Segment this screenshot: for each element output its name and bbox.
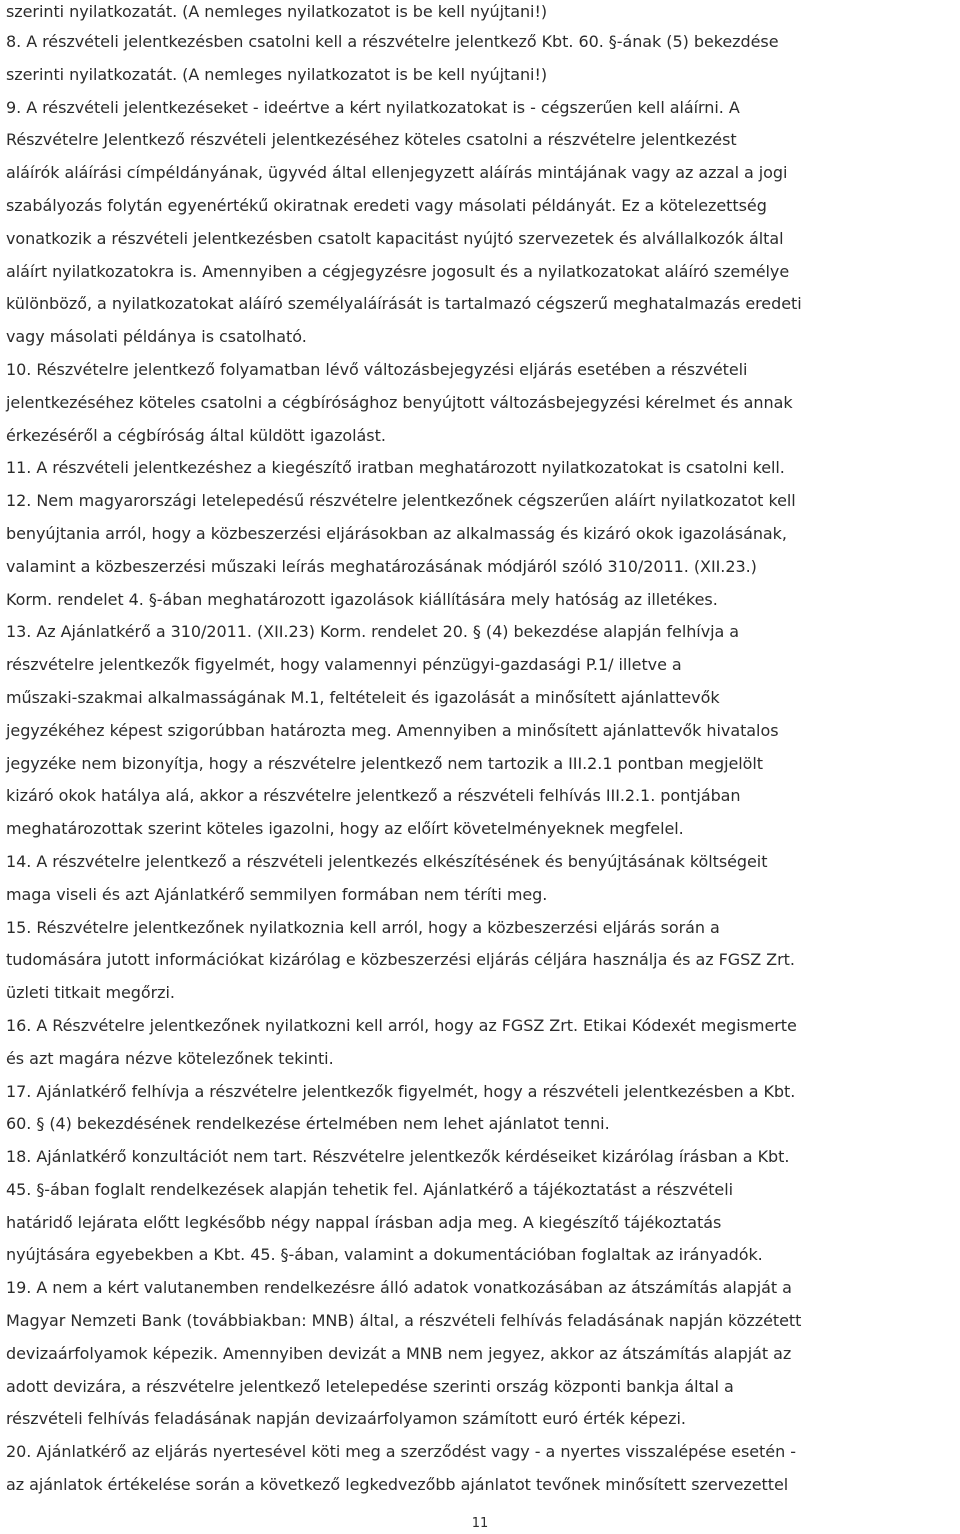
text-line: 45. §-ában foglalt rendelkezések alapján tehetik fel. Ajánlatkérő a tájékoztatást a részvételi [6, 1179, 734, 1199]
text-line: részvételre jelentkezők figyelmét, hogy valamennyi pénzügyi-gazdasági P.1/ illetve a [6, 655, 682, 675]
text-line: 18. Ajánlatkérő konzultációt nem tart. Részvételre jelentkezők kérdéseiket kizárólag írásban a Kbt. [6, 1147, 790, 1167]
text-line: 19. A nem a kért valutanemben rendelkezésre álló adatok vonatkozásában az átszámítás alapját a [6, 1278, 792, 1298]
text-line: vonatkozik a részvételi jelentkezésben csatolt kapacitást nyújtó szervezetek és alvállalkozók által [6, 228, 784, 248]
text-line: 8. A részvételi jelentkezésben csatolni kell a részvételre jelentkező Kbt. 60. §-ának (5) bekezdése [6, 32, 779, 51]
text-line: szabályozás folytán egyenértékű okiratnak eredeti vagy másolati példányát. Ez a kötelezettség [6, 195, 767, 215]
text-line: jegyzékéhez képest szigorúbban határozta meg. Amennyiben a minősített ajánlattevők hivatalos [6, 720, 779, 740]
text-line: 11. A részvételi jelentkezéshez a kiegészítő iratban meghatározott nyilatkozatokat is csatolni kell. [6, 458, 785, 478]
text-line: az ajánlatok értékelése során a következő legkedvezőbb ajánlatot tevőnek minősített szervezettel [6, 1475, 789, 1495]
text-line: 10. Részvételre jelentkező folyamatban lévő változásbejegyzési eljárás esetében a részvételi [6, 359, 748, 379]
text-line: valamint a közbeszerzési műszaki leírás meghatározásának módjáról szóló 310/2011. (XII.23.) [6, 556, 757, 576]
text-line: maga viseli és azt Ajánlatkérő semmilyen formában nem téríti meg. [6, 884, 548, 904]
text-line: 20. Ajánlatkérő az eljárás nyertesével köti meg a szerződést vagy - a nyertes visszalépése esetén - [6, 1442, 796, 1462]
text-line: 60. § (4) bekezdésének rendelkezése értelmében nem lehet ajánlatot tenni. [6, 1114, 610, 1134]
text-line: 14. A részvételre jelentkező a részvételi jelentkezés elkészítésének és benyújtásának költségeit [6, 851, 768, 871]
text-line: vagy másolati példánya is csatolható. [6, 327, 307, 347]
text-line: 9. A részvételi jelentkezéseket - ideértve a kért nyilatkozatokat is - cégszerűen kell aláírni. A [6, 97, 740, 117]
text-line: üzleti titkait megőrzi. [6, 983, 175, 1003]
text-line: különböző, a nyilatkozatokat aláíró személyaláírását is tartalmazó cégszerű meghatalmazás eredeti [6, 294, 802, 314]
text-line: Magyar Nemzeti Bank (továbbiakban: MNB) által, a részvételi felhívás feladásának napján közzétett [6, 1311, 802, 1331]
text-line: tudomására jutott információkat kizárólag e közbeszerzési eljárás céljára használja és az FGSZ Zrt. [6, 950, 795, 970]
text-line: határidő lejárata előtt legkésőbb négy nappal írásban adja meg. A kiegészítő tájékoztatás [6, 1212, 722, 1232]
text-line: 17. Ajánlatkérő felhívja a részvételre jelentkezők figyelmét, hogy a részvételi jelentkezésben a Kbt. [6, 1081, 796, 1101]
text-line: Részvételre Jelentkező részvételi jelentkezéséhez köteles csatolni a részvételre jelentkezést [6, 130, 737, 150]
text-line: részvételi felhívás feladásának napján devizaárfolyamon számított euró érték képezi. [6, 1409, 686, 1429]
text-line: meghatározottak szerint köteles igazolni, hogy az előírt követelményeknek megfelel. [6, 819, 684, 839]
text-line: jegyzéke nem bizonyítja, hogy a részvételre jelentkező nem tartozik a III.2.1 pontban megjelölt [6, 753, 764, 773]
text-line: Korm. rendelet 4. §-ában meghatározott igazolások kiállítására mely hatóság az illetékes. [6, 589, 718, 609]
text-line: szerinti nyilatkozatát. (A nemleges nyilatkozatot is be kell nyújtani!) [6, 64, 548, 84]
page-number: 11 [471, 1516, 489, 1531]
text-line: jelentkezéséhez köteles csatolni a cégbírósághoz benyújtott változásbejegyzési kérelmet és annak [6, 392, 793, 412]
text-line: érkezéséről a cégbíróság által küldött igazolást. [6, 425, 386, 445]
text-line: nyújtására egyebekben a Kbt. 45. §-ában, valamint a dokumentációban foglaltak az irányadók. [6, 1245, 763, 1265]
text-line: szerinti nyilatkozatát. (A nemleges nyilatkozatot is be kell nyújtani!) [6, 2, 548, 21]
document-page [6, 0, 956, 1502]
text-line: 13. Az Ajánlatkérő a 310/2011. (XII.23) Korm. rendelet 20. § (4) bekezdése alapján felhívja a [6, 622, 740, 642]
text-line: és azt magára nézve kötelezőnek tekinti. [6, 1048, 334, 1068]
text-line: adott devizára, a részvételre jelentkező letelepedése szerinti ország központi bankja által a [6, 1376, 734, 1396]
text-line: devizaárfolyamok képezik. Amennyiben devizát a MNB nem jegyez, akkor az átszámítás alapját az [6, 1343, 792, 1363]
text-line: 12. Nem magyarországi letelepedésű részvételre jelentkezőnek cégszerűen aláírt nyilatkozatot kell [6, 491, 796, 511]
text-line: aláírt nyilatkozatokra is. Amennyiben a cégjegyzésre jogosult és a nyilatkozatokat aláíró személye [6, 261, 790, 281]
text-line: aláírók aláírási címpéldányának, ügyvéd által ellenjegyzett aláírás mintájának vagy az azzal a jogi [6, 163, 788, 183]
text-line: benyújtania arról, hogy a közbeszerzési eljárásokban az alkalmasság és kizáró okok igazolásának, [6, 523, 787, 543]
text-line: műszaki-szakmai alkalmasságának M.1, feltételeit és igazolását a minősített ajánlattevők [6, 687, 720, 707]
text-line: 15. Részvételre jelentkezőnek nyilatkoznia kell arról, hogy a közbeszerzési eljárás során a [6, 917, 720, 937]
text-line: 16. A Részvételre jelentkezőnek nyilatkozni kell arról, hogy az FGSZ Zrt. Etikai Kódexét megismerte [6, 1015, 797, 1035]
text-line: kizáró okok hatálya alá, akkor a részvételre jelentkező a részvételi felhívás III.2.1. pontjában [6, 786, 741, 806]
